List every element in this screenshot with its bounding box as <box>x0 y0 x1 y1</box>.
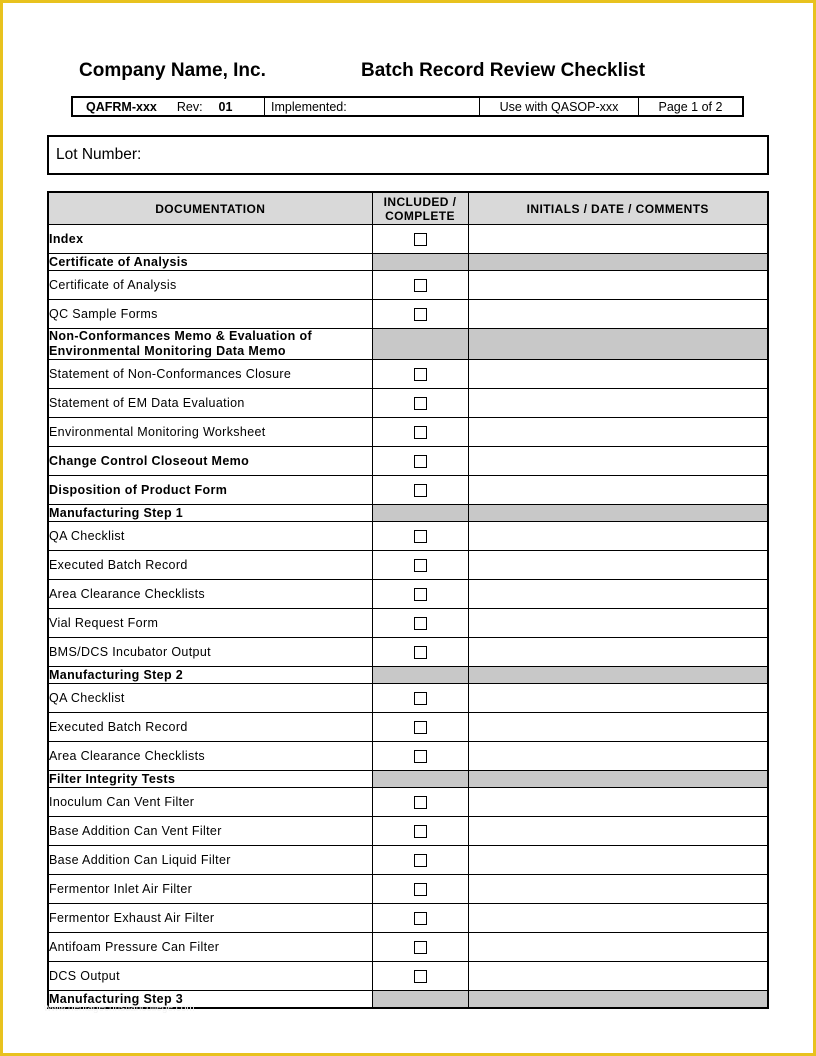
included-cell <box>372 846 468 875</box>
comments-cell[interactable] <box>468 418 768 447</box>
item-label: QA Checklist <box>48 684 372 713</box>
section-fill-cell <box>372 505 468 522</box>
included-cell <box>372 476 468 505</box>
section-fill-cell <box>372 667 468 684</box>
use-with-text: Use with QASOP-xxx <box>499 99 619 114</box>
included-cell <box>372 447 468 476</box>
checklist-row <box>48 742 768 771</box>
comments-cell[interactable] <box>468 580 768 609</box>
page-number-cell <box>639 98 742 115</box>
table-header-row <box>48 192 768 225</box>
comments-cell[interactable] <box>468 875 768 904</box>
implemented-label: Implemented: <box>271 99 347 114</box>
column-header-documentation: DOCUMENTATION <box>48 192 372 225</box>
item-label: Antifoam Pressure Can Filter <box>48 933 372 962</box>
section-fill-cell <box>468 254 768 271</box>
included-checkbox[interactable] <box>414 750 427 763</box>
column-header-included: INCLUDED / COMPLETE <box>372 192 468 225</box>
comments-cell[interactable] <box>468 638 768 667</box>
comments-cell[interactable] <box>468 817 768 846</box>
section-row <box>48 771 768 788</box>
document-control-bar <box>71 96 744 117</box>
comments-cell[interactable] <box>468 846 768 875</box>
rev-label: Rev: <box>176 99 203 114</box>
section-fill-cell <box>468 329 768 360</box>
comments-cell[interactable] <box>468 225 768 254</box>
section-fill-cell <box>372 991 468 1009</box>
included-cell <box>372 713 468 742</box>
item-label: DCS Output <box>48 962 372 991</box>
included-checkbox[interactable] <box>414 692 427 705</box>
comments-cell[interactable] <box>468 962 768 991</box>
included-cell <box>372 360 468 389</box>
included-checkbox[interactable] <box>414 559 427 572</box>
comments-cell[interactable] <box>468 788 768 817</box>
included-checkbox[interactable] <box>414 530 427 543</box>
included-checkbox[interactable] <box>414 883 427 896</box>
checklist-row <box>48 522 768 551</box>
checklist-row <box>48 551 768 580</box>
checklist-row <box>48 418 768 447</box>
included-cell <box>372 271 468 300</box>
item-label: Base Addition Can Liquid Filter <box>48 846 372 875</box>
included-checkbox[interactable] <box>414 397 427 410</box>
included-cell <box>372 742 468 771</box>
item-label: Inoculum Can Vent Filter <box>48 788 372 817</box>
included-checkbox[interactable] <box>414 308 427 321</box>
included-cell <box>372 580 468 609</box>
checklist-row <box>48 476 768 505</box>
column-header-comments: INITIALS / DATE / COMMENTS <box>468 192 768 225</box>
section-label-line1: Non-Conformances Memo & Evaluation of <box>49 329 312 343</box>
implemented-cell <box>265 98 480 115</box>
item-label: QC Sample Forms <box>48 300 372 329</box>
item-label: Area Clearance Checklists <box>48 742 372 771</box>
page-number: Page 1 of 2 <box>658 99 723 114</box>
checklist-row <box>48 962 768 991</box>
included-cell <box>372 904 468 933</box>
doc-number-cell <box>73 98 265 115</box>
checklist-row <box>48 447 768 476</box>
section-label: Manufacturing Step 2 <box>48 667 372 684</box>
company-name: Company Name, Inc. <box>79 60 266 81</box>
section-row <box>48 254 768 271</box>
comments-cell[interactable] <box>468 300 768 329</box>
rev-value: 01 <box>218 99 233 114</box>
included-cell <box>372 551 468 580</box>
checklist-row <box>48 788 768 817</box>
item-label: Environmental Monitoring Worksheet <box>48 418 372 447</box>
included-checkbox[interactable] <box>414 484 427 497</box>
comments-cell[interactable] <box>468 904 768 933</box>
item-label: Statement of EM Data Evaluation <box>48 389 372 418</box>
section-label: Filter Integrity Tests <box>48 771 372 788</box>
item-label: Fermentor Exhaust Air Filter <box>48 904 372 933</box>
section-fill-cell <box>468 667 768 684</box>
item-label: Index <box>48 225 372 254</box>
document-title: Batch Record Review Checklist <box>361 60 646 81</box>
included-cell <box>372 225 468 254</box>
section-label-line2: Environmental Monitoring Data Memo <box>49 344 286 358</box>
comments-cell[interactable] <box>468 713 768 742</box>
section-fill-cell <box>372 771 468 788</box>
included-cell <box>372 788 468 817</box>
checklist-row <box>48 684 768 713</box>
included-checkbox[interactable] <box>414 233 427 246</box>
section-fill-cell <box>468 505 768 522</box>
comments-cell[interactable] <box>468 447 768 476</box>
comments-cell[interactable] <box>468 609 768 638</box>
checklist-row <box>48 360 768 389</box>
checklist-row <box>48 846 768 875</box>
comments-cell[interactable] <box>468 389 768 418</box>
checklist-row <box>48 225 768 254</box>
item-label: Fermentor Inlet Air Filter <box>48 875 372 904</box>
checklist-row <box>48 271 768 300</box>
item-label: Statement of Non-Conformances Closure <box>48 360 372 389</box>
item-label: QA Checklist <box>48 522 372 551</box>
checklist-row <box>48 300 768 329</box>
included-checkbox[interactable] <box>414 455 427 468</box>
included-cell <box>372 418 468 447</box>
comments-cell[interactable] <box>468 271 768 300</box>
included-cell <box>372 300 468 329</box>
doc-number: QAFRM-xxx <box>86 99 157 114</box>
section-label <box>48 329 372 360</box>
section-fill-cell <box>468 771 768 788</box>
section-row <box>48 667 768 684</box>
watermark: www.heritagechristiancollege.com <box>44 1003 195 1014</box>
included-cell <box>372 817 468 846</box>
included-checkbox[interactable] <box>414 721 427 734</box>
review-checklist-table <box>47 191 769 1009</box>
use-with-cell <box>480 98 639 115</box>
lot-number-label: Lot Number: <box>56 146 142 163</box>
included-checkbox[interactable] <box>414 646 427 659</box>
checklist-row <box>48 817 768 846</box>
item-label: Executed Batch Record <box>48 713 372 742</box>
section-row <box>48 505 768 522</box>
lot-number-field[interactable] <box>47 135 769 175</box>
item-label: Disposition of Product Form <box>48 476 372 505</box>
item-label: Executed Batch Record <box>48 551 372 580</box>
included-cell <box>372 389 468 418</box>
comments-cell[interactable] <box>468 684 768 713</box>
included-checkbox[interactable] <box>414 912 427 925</box>
comments-cell[interactable] <box>468 742 768 771</box>
section-fill-cell <box>372 329 468 360</box>
included-checkbox[interactable] <box>414 588 427 601</box>
item-label: BMS/DCS Incubator Output <box>48 638 372 667</box>
included-checkbox[interactable] <box>414 426 427 439</box>
item-label: Change Control Closeout Memo <box>48 447 372 476</box>
section-label: Certificate of Analysis <box>48 254 372 271</box>
included-cell <box>372 933 468 962</box>
item-label: Base Addition Can Vent Filter <box>48 817 372 846</box>
included-cell <box>372 875 468 904</box>
included-checkbox[interactable] <box>414 970 427 983</box>
included-checkbox[interactable] <box>414 617 427 630</box>
comments-cell[interactable] <box>468 933 768 962</box>
included-checkbox[interactable] <box>414 941 427 954</box>
checklist-row <box>48 933 768 962</box>
included-cell <box>372 522 468 551</box>
included-cell <box>372 684 468 713</box>
comments-cell[interactable] <box>468 551 768 580</box>
checklist-row <box>48 904 768 933</box>
section-fill-cell <box>372 254 468 271</box>
checklist-row <box>48 389 768 418</box>
included-cell <box>372 962 468 991</box>
item-label: Certificate of Analysis <box>48 271 372 300</box>
section-fill-cell <box>468 991 768 1009</box>
checklist-row <box>48 875 768 904</box>
item-label: Vial Request Form <box>48 609 372 638</box>
checklist-row <box>48 580 768 609</box>
section-label: Manufacturing Step 1 <box>48 505 372 522</box>
checklist-row <box>48 713 768 742</box>
section-row <box>48 329 768 360</box>
item-label: Area Clearance Checklists <box>48 580 372 609</box>
included-checkbox[interactable] <box>414 796 427 809</box>
included-checkbox[interactable] <box>414 368 427 381</box>
comments-cell[interactable] <box>468 476 768 505</box>
included-checkbox[interactable] <box>414 854 427 867</box>
checklist-row <box>48 638 768 667</box>
comments-cell[interactable] <box>468 522 768 551</box>
included-checkbox[interactable] <box>414 279 427 292</box>
section-label: Manufacturing Step 3 <box>48 991 372 1009</box>
included-cell <box>372 609 468 638</box>
included-checkbox[interactable] <box>414 825 427 838</box>
included-cell <box>372 638 468 667</box>
comments-cell[interactable] <box>468 360 768 389</box>
checklist-row <box>48 609 768 638</box>
